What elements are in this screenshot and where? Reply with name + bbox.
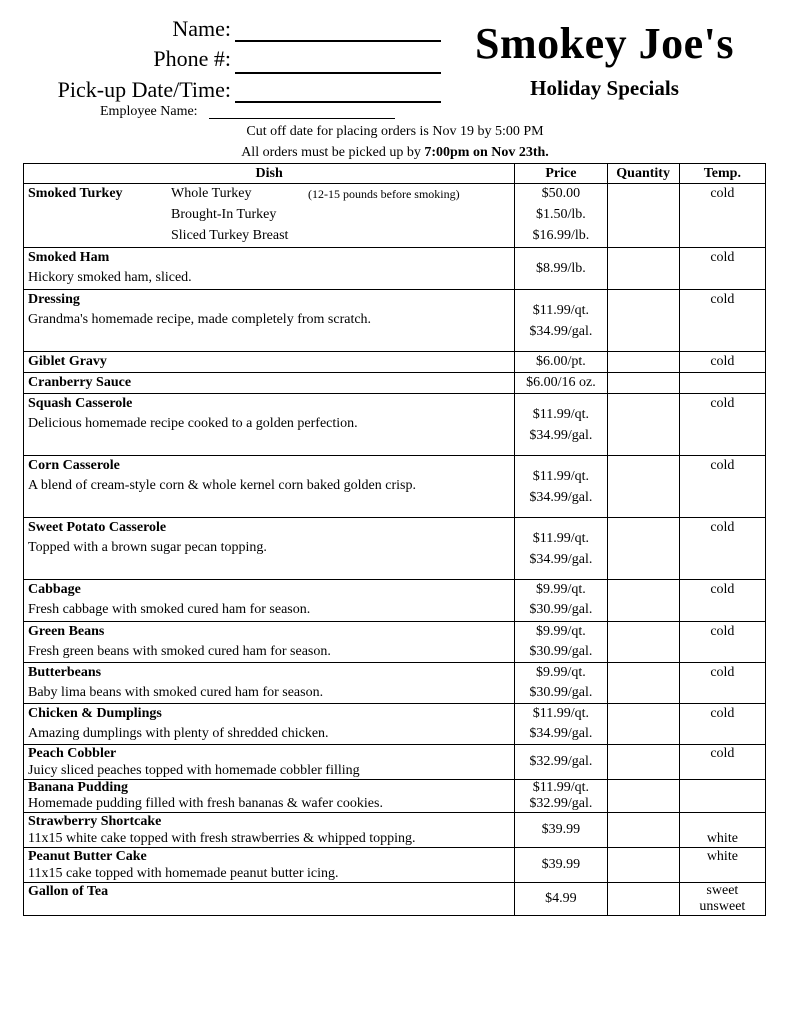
price-value: $9.99/qt.: [536, 665, 586, 680]
quantity-cell[interactable]: [607, 813, 679, 848]
table-row: [24, 848, 766, 883]
quantity-cell[interactable]: [607, 248, 679, 290]
pickup-notice-prefix: All orders must be picked up by: [241, 145, 425, 160]
price-cell: $8.99/lb.: [515, 248, 607, 290]
price-value: $11.99/qt.: [532, 706, 590, 721]
page-title: Smokey Joe's: [475, 19, 734, 68]
price-value: $9.99/qt.: [536, 624, 586, 639]
temp-cell: cold: [679, 456, 765, 518]
quantity-cell[interactable]: [607, 780, 679, 813]
temp-cell: cold: [679, 663, 765, 704]
price-value: $11.99/qt.: [532, 468, 590, 484]
table-row: [24, 373, 766, 394]
dish-name: Strawberry Shortcake: [28, 814, 162, 829]
price-cell: $6.00/16 oz.: [515, 373, 607, 394]
dish-cell: [24, 518, 515, 580]
temp-cell: cold: [679, 518, 765, 580]
temp-cell: cold: [679, 745, 765, 780]
temp-cell: cold: [679, 352, 765, 373]
price-cell: [515, 394, 607, 456]
menu-table: [23, 163, 766, 916]
dish-cell: [24, 580, 515, 622]
temp-cell: cold: [679, 184, 765, 248]
price-value: $30.99/gal.: [529, 644, 593, 659]
price-value: $9.99/qt.: [536, 582, 586, 597]
turkey-option: Brought-In Turkey: [171, 207, 277, 222]
table-row: [24, 883, 766, 916]
price-cell: $39.99: [515, 813, 607, 848]
phone-label: Phone #:: [153, 46, 231, 71]
dish-name: Sweet Potato Casserole: [28, 520, 167, 535]
price-value: $30.99/gal.: [529, 602, 593, 617]
dish-cell: [24, 813, 515, 848]
table-row: [24, 663, 766, 704]
price-value: $34.99/gal.: [529, 489, 593, 505]
price-cell: $32.99/gal.: [515, 745, 607, 780]
dish-name: Corn Casserole: [28, 458, 120, 473]
dish-description: Fresh green beans with smoked cured ham for season.: [28, 644, 331, 659]
table-row: [24, 745, 766, 780]
temp-value: sweet: [706, 883, 739, 898]
quantity-cell[interactable]: [607, 580, 679, 622]
temp-cell: cold: [679, 394, 765, 456]
quantity-cell[interactable]: [607, 745, 679, 780]
dish-name: Squash Casserole: [28, 396, 133, 411]
dish-cell: [24, 373, 515, 394]
price-cell: [515, 580, 607, 622]
temp-cell: cold: [679, 290, 765, 352]
price-value: $30.99/gal.: [529, 685, 593, 700]
temp-cell: cold: [679, 622, 765, 663]
dish-cell: [24, 184, 515, 248]
dish-description: 11x15 white cake topped with fresh strawberries & whipped topping.: [28, 831, 416, 846]
dish-cell: [24, 456, 515, 518]
temp-value: unsweet: [699, 899, 746, 914]
quantity-cell[interactable]: [607, 394, 679, 456]
pickup-notice-emph: 7:00pm on Nov 23th.: [424, 145, 549, 160]
dish-description: Fresh cabbage with smoked cured ham for season.: [28, 602, 311, 617]
quantity-cell[interactable]: [607, 883, 679, 916]
quantity-cell[interactable]: [607, 290, 679, 352]
dish-cell: [24, 883, 515, 916]
table-row: [24, 580, 766, 622]
quantity-cell[interactable]: [607, 352, 679, 373]
employee-label: Employee Name:: [100, 104, 198, 119]
temp-cell: [679, 373, 765, 394]
temp-cell: cold: [679, 248, 765, 290]
dish-description: Hickory smoked ham, sliced.: [28, 270, 192, 285]
name-label: Name:: [172, 16, 231, 41]
price-value: $11.99/qt.: [532, 780, 590, 795]
dish-description: Topped with a brown sugar pecan topping.: [28, 540, 267, 555]
price-value: $34.99/gal.: [529, 726, 593, 741]
table-row: [24, 352, 766, 373]
price-value: $32.99/gal.: [529, 796, 593, 811]
cutoff-notice: Cut off date for placing orders is Nov 19 by 5:00 PM: [246, 124, 544, 139]
pickup-label: Pick-up Date/Time:: [57, 77, 231, 102]
turkey-option: Whole Turkey: [171, 186, 252, 201]
dish-name: Butterbeans: [28, 665, 102, 680]
temp-cell: [679, 780, 765, 813]
price-value: $11.99/qt.: [532, 530, 590, 546]
name-field[interactable]: [235, 18, 441, 42]
temp-cell: [679, 883, 765, 916]
dish-cell: [24, 248, 515, 290]
dish-description: 11x15 cake topped with homemade peanut butter icing.: [28, 866, 339, 881]
turkey-option: Sliced Turkey Breast: [171, 228, 289, 243]
dish-name: Cabbage: [28, 582, 81, 597]
dish-cell: [24, 394, 515, 456]
dish-name: Dressing: [28, 292, 80, 307]
price-value: $34.99/gal.: [529, 323, 593, 339]
dish-name: Peanut Butter Cake: [28, 849, 147, 864]
header-quantity: Quantity: [607, 164, 679, 184]
price-value: $11.99/qt.: [532, 302, 590, 318]
price-value: $16.99/lb.: [532, 228, 590, 243]
dish-cell: [24, 745, 515, 780]
quantity-cell[interactable]: [607, 622, 679, 663]
dish-cell: [24, 704, 515, 745]
dish-cell: [24, 663, 515, 704]
dish-description: Juicy sliced peaches topped with homemade cobbler filling: [28, 763, 360, 778]
dish-cell: [24, 352, 515, 373]
quantity-cell[interactable]: [607, 456, 679, 518]
header-temp: Temp.: [679, 164, 765, 184]
temp-cell: cold: [679, 704, 765, 745]
dish-name: Banana Pudding: [28, 780, 128, 795]
table-row: [24, 456, 766, 518]
price-cell: [515, 780, 607, 813]
dish-description: Amazing dumplings with plenty of shredded chicken.: [28, 726, 329, 741]
dish-name: Smoked Turkey: [28, 186, 123, 201]
table-row: [24, 248, 766, 290]
header-dish: Dish: [24, 164, 515, 184]
price-cell: [515, 518, 607, 580]
table-row: [24, 290, 766, 352]
dish-description: Delicious homemade recipe cooked to a golden perfection.: [28, 416, 358, 431]
price-value: $1.50/lb.: [536, 207, 586, 222]
dish-name: Green Beans: [28, 624, 105, 639]
header-price: Price: [515, 164, 607, 184]
quantity-cell[interactable]: [607, 848, 679, 883]
temp-cell: white: [679, 813, 765, 848]
dish-name: Cranberry Sauce: [28, 375, 132, 390]
page-subtitle: Holiday Specials: [530, 76, 679, 100]
price-value: $50.00: [541, 186, 581, 201]
pickup-notice: [24, 145, 766, 161]
price-cell: [515, 290, 607, 352]
dish-name: Peach Cobbler: [28, 746, 117, 761]
price-value: $34.99/gal.: [529, 427, 593, 443]
dish-cell: [24, 290, 515, 352]
table-row: [24, 184, 766, 248]
dish-cell: [24, 780, 515, 813]
price-cell: [515, 663, 607, 704]
dish-cell: [24, 848, 515, 883]
employee-field[interactable]: [209, 104, 395, 119]
table-row: [24, 813, 766, 848]
dish-name: Gallon of Tea: [28, 884, 109, 899]
dish-cell: [24, 622, 515, 663]
dish-name: Chicken & Dumplings: [28, 706, 162, 721]
price-cell: [515, 456, 607, 518]
dish-description: Grandma's homemade recipe, made completely from scratch.: [28, 312, 372, 327]
price-cell: $4.99: [515, 883, 607, 916]
dish-description: A blend of cream-style corn & whole kernel corn baked golden crisp.: [28, 478, 416, 493]
price-cell: $39.99: [515, 848, 607, 883]
table-row: [24, 518, 766, 580]
table-row: [24, 394, 766, 456]
table-row: [24, 704, 766, 745]
dish-description: Homemade pudding filled with fresh bananas & wafer cookies.: [28, 796, 383, 811]
turkey-note: (12-15 pounds before smoking): [308, 187, 460, 201]
dish-description: Baby lima beans with smoked cured ham for season.: [28, 685, 324, 700]
price-value: $34.99/gal.: [529, 551, 593, 567]
quantity-cell[interactable]: [607, 663, 679, 704]
dish-name: Giblet Gravy: [28, 354, 107, 369]
price-cell: [515, 184, 607, 248]
table-row: [24, 622, 766, 663]
quantity-cell[interactable]: [607, 184, 679, 248]
quantity-cell[interactable]: [607, 704, 679, 745]
pickup-field[interactable]: [235, 80, 441, 103]
temp-cell: white: [679, 848, 765, 883]
price-value: $11.99/qt.: [532, 406, 590, 422]
price-cell: $6.00/pt.: [515, 352, 607, 373]
quantity-cell[interactable]: [607, 518, 679, 580]
table-header-row: [24, 164, 766, 184]
quantity-cell[interactable]: [607, 373, 679, 394]
table-row: [24, 780, 766, 813]
price-cell: [515, 622, 607, 663]
phone-field[interactable]: [235, 50, 441, 74]
price-cell: [515, 704, 607, 745]
temp-cell: cold: [679, 580, 765, 622]
dish-name: Smoked Ham: [28, 250, 110, 265]
